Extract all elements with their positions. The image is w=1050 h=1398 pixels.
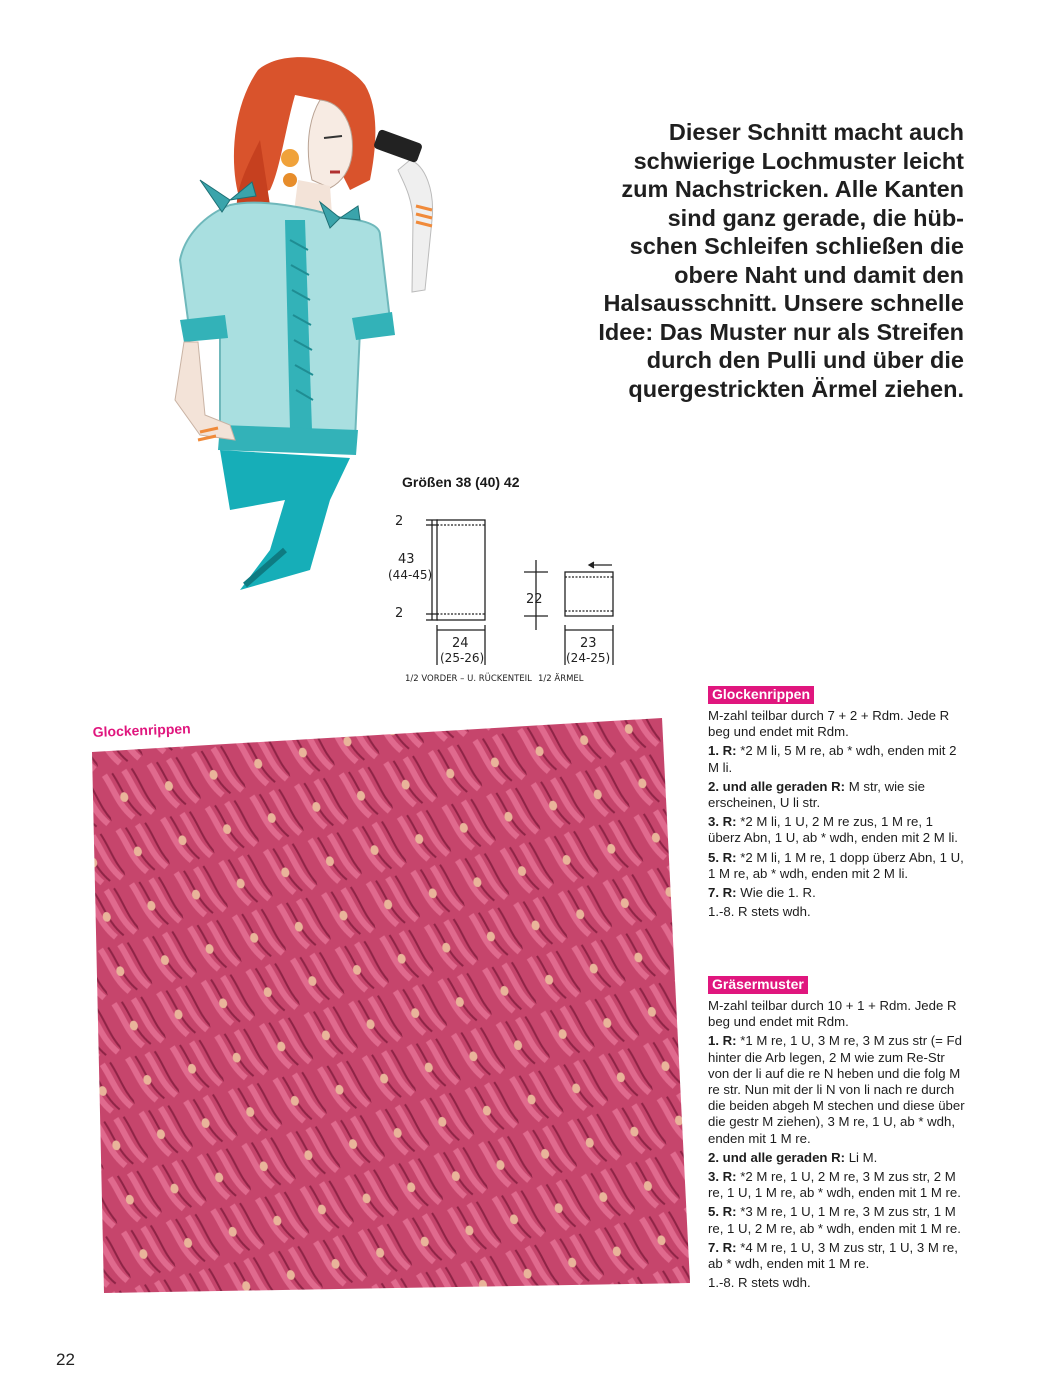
pattern-schematic — [380, 505, 640, 695]
dim-body-height: 43 — [398, 552, 415, 567]
headline-line: durch den Pulli und über die — [646, 347, 964, 373]
pattern-row: 7. R: Wie die 1. R. — [708, 885, 816, 901]
dim-sleeve-width-alt: (24-25) — [566, 651, 611, 665]
dim-body-height-alt: (44-45) — [388, 568, 433, 582]
headline-line: Idee: Das Muster nur als Streifen — [598, 318, 964, 345]
headline — [560, 118, 964, 403]
pattern-row: 1. R: *1 M re, 1 U, 3 M re, 3 M zus str (= Fd hinter die Arb legen, 2 M wie zum Re-Str von der li auf die re N heben und die folg M re str. Nun mit der li N von li nach re durch die beiden abgeh M stechen und diese über die gestr M ziehen), 3 M re, 1 U, ab * wdh, enden mit 1 M re. — [708, 1033, 965, 1146]
dim-body-width-alt: (25-26) — [440, 651, 485, 665]
pattern-row: 5. R: *3 M re, 1 U, 1 M re, 3 M zus str, 1 M re, 1 U, 2 M re, ab * wdh, enden mit 1 M re. — [708, 1204, 961, 1236]
headline-line: quergestrickten Ärmel ziehen. — [628, 375, 964, 402]
headline-line: Halsausschnitt. Unsere schnelle — [603, 290, 964, 316]
swatch-label: Glockenrippen — [92, 720, 191, 740]
sleeve-caption: 1/2 ÄRMEL — [538, 674, 584, 684]
dim-body-width: 24 — [452, 636, 469, 651]
pattern-paragraph: M-zahl teilbar durch 7 + 2 + Rdm. Jede R beg und endet mit Rdm. — [708, 708, 950, 740]
headline-line: obere Naht und damit den — [674, 261, 964, 288]
pattern-row: 3. R: *2 M li, 1 U, 2 M re zus, 1 M re, 1 überz Abn, 1 U, ab * wdh, enden mit 2 M li. — [708, 814, 958, 846]
pattern-row: 7. R: *4 M re, 1 U, 3 M zus str, 1 U, 3 M re, ab * wdh, enden mit 1 M re. — [708, 1239, 958, 1272]
dim-top-edge: 2 — [395, 514, 404, 529]
dim-sleeve-width: 23 — [580, 636, 597, 651]
pattern-row: 1. R: *2 M li, 5 M re, ab * wdh, enden mit 2 M li. — [708, 743, 957, 775]
dim-sleeve-height: 22 — [526, 592, 543, 607]
headline-line: sind ganz gerade, die hüb- — [667, 204, 964, 231]
headline-line: schwierige Lochmuster leicht — [633, 147, 964, 174]
page-number: 22 — [56, 1350, 75, 1369]
headline-line: Dieser Schnitt macht auch — [668, 119, 964, 145]
body-caption: 1/2 VORDER – U. RÜCKENTEIL — [405, 674, 532, 684]
body-piece-outline — [437, 520, 485, 620]
pattern-graesermuster — [708, 976, 968, 1294]
pattern-glockenrippen — [708, 686, 968, 923]
pattern-repeat: 1.-8. R stets wdh. — [708, 904, 811, 920]
knit-swatch-photo — [86, 718, 696, 1293]
pattern-row: 5. R: *2 M li, 1 M re, 1 dopp überz Abn, 1 U, 1 M re, ab * wdh, enden mit 2 M li. — [708, 849, 964, 881]
pattern-title: Gräsermuster — [708, 976, 808, 994]
pattern-repeat: 1.-8. R stets wdh. — [708, 1275, 811, 1291]
pattern-row: 3. R: *2 M re, 1 U, 2 M re, 3 M zus str, 2 M re, 1 U, 1 M re, ab * wdh, enden mit 1 M re. — [708, 1169, 961, 1201]
dim-bottom-edge: 2 — [395, 606, 404, 621]
pattern-paragraph: M-zahl teilbar durch 10 + 1 + Rdm. Jede R beg und endet mit Rdm. — [708, 998, 957, 1030]
headline-line: schen Schleifen schließen die — [629, 233, 964, 259]
sleeve-piece-outline — [565, 572, 613, 616]
pattern-row: 2. und alle geraden R: Li M. — [708, 1149, 878, 1165]
sizes-label: Größen 38 (40) 42 — [402, 474, 520, 490]
headline-line: zum Nachstricken. Alle Kanten — [621, 176, 964, 202]
pattern-title: Glockenrippen — [708, 686, 814, 704]
pattern-row: 2. und alle geraden R: M str, wie sie erscheinen, U li str. — [708, 778, 925, 811]
